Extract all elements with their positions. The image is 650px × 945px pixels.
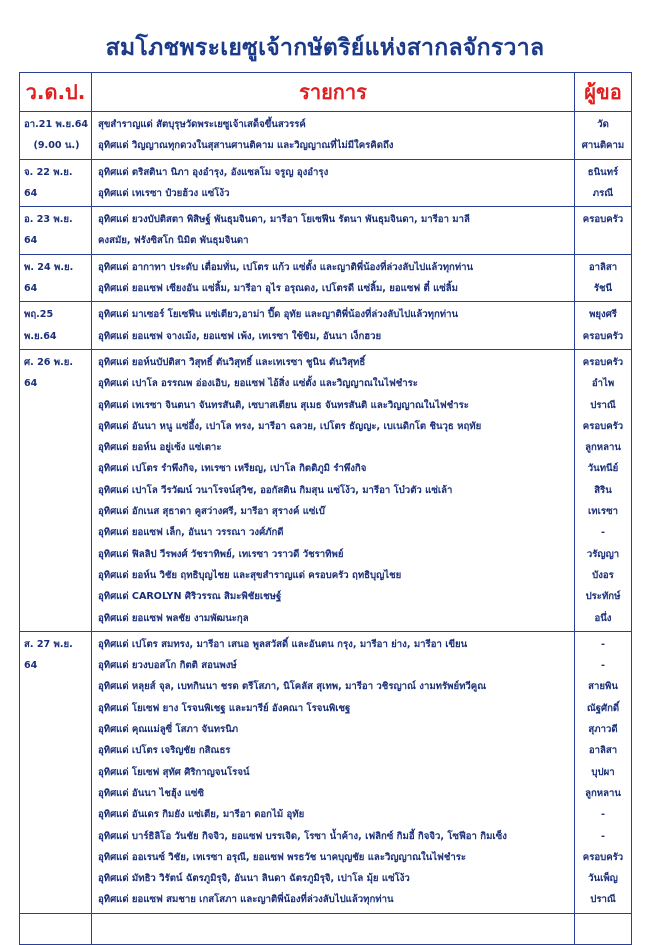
intention-line: อุทิศแด่ ยอห์นบัปติสา วิสุทธิ์ ตันวิสุทธิ์ และเทเรซา ชูนิน ตันวิสุทธิ์ bbox=[98, 356, 366, 368]
empty-cell bbox=[20, 913, 92, 944]
requester-name: - bbox=[601, 809, 605, 821]
empty-cell bbox=[575, 913, 632, 944]
page-title: สมโภชพระเยซูเจ้ากษัตริย์แห่งสากลจักรวาล bbox=[105, 35, 545, 61]
requester-cell bbox=[575, 254, 632, 302]
requester-name: อาลิสา bbox=[588, 261, 618, 273]
intention-line: อุทิศแด่ อากาทา ประดับ เตื่อมทั่น, เปโตร แก้ว แซ่ตั้ง และญาติพี่น้องที่ล่วงลับไปแล้วทุกท่าน bbox=[98, 261, 474, 273]
intention-line: อุทิศแด่ มาเซอร์ โยเซฟีน แซ่เตียว,อาม่า ปี๊ด อุทัย และญาติพี่น้องที่ล่วงลับไปแล้วทุกท่าน bbox=[98, 309, 459, 321]
table-row bbox=[20, 254, 632, 302]
date-text: อ. 23 พ.ย. 64 bbox=[24, 214, 73, 247]
intention-line: อุทิศแด่ ยอห์น วิชัย ฤทธิบุญไชย และสุขสำราญแด่ ครอบครัว ฤทธิบุญไชย bbox=[98, 569, 402, 581]
requester-cell bbox=[575, 159, 632, 207]
intention-line: อุทิศแด่ ยอแซฟ เล็ก, อันนา วรรณา วงศ์ภักดี bbox=[98, 527, 284, 539]
empty-row bbox=[20, 913, 632, 944]
intention-line: อุทิศแด่ ยอแซฟ สมชาย เกสโสภา และญาติพี่น้องที่ล่วงลับไปแล้วทุกท่าน bbox=[98, 894, 394, 906]
date-cell bbox=[20, 159, 92, 207]
intention-line: อุทิศแด่ ออเรนซ์ วิชัย, เทเรซา อรุณี, ยอแซฟ พรธวัช นาคบุญชัย และวิญญาณในไฟชำระ bbox=[98, 851, 467, 863]
date-text: ส. 27 พ.ย. 64 bbox=[24, 638, 73, 672]
date-cell bbox=[20, 112, 92, 160]
intention-line: อุทิศแด่ ฟิลลิป วีรพงศ์ วัชราทิพย์, เทเรซา วราวดี วัชราทิพย์ bbox=[98, 548, 344, 560]
intention-line: อุทิศแด่ อันเดร กิมยัง แซ่เตีย, มารีอา ดอกไม้ อุทัย bbox=[98, 809, 305, 821]
intention-line: อุทิศแด่ วิญญาณทุกดวงในสุสานศานติคาม และวิญญาณที่ไม่มีใครคิดถึง bbox=[98, 140, 394, 152]
intention-line: อุทิศแด่ เทเรซา จินตนา จันทรสันติ, เซบาสเตียน สุเมธ จันทรสันติ และวิญญาณในไฟชำระ bbox=[98, 399, 469, 411]
table-row bbox=[20, 302, 632, 350]
intention-line: อุทิศแด่ อันนา ไชฮุ้ง แซ่ซิ bbox=[98, 787, 204, 799]
date-text: ศ. 26 พ.ย. 64 bbox=[24, 356, 73, 390]
intention-cell bbox=[92, 159, 575, 207]
date-cell bbox=[20, 207, 92, 255]
intention-line: อุทิศแด่ เทเรซา ป๋วยฮ้วง แซ่โง้ว bbox=[98, 187, 230, 199]
intention-cell bbox=[92, 112, 575, 160]
requester-name: ภรณี bbox=[592, 187, 614, 199]
intention-line: อุทิศแด่ เปโตร สมทรง, มารีอา เสนอ พูลสวัสดิ์ และอันตน กรุง, มารีอา ย่าง, มารีอา เขียน bbox=[98, 638, 468, 650]
intention-cell bbox=[92, 207, 575, 255]
intention-line: อุทิศแด่ ยอแซฟ พลชัย งามพัฒนะกุล bbox=[98, 612, 249, 624]
date-cell bbox=[20, 302, 92, 350]
requester-name: ลูกหลาน bbox=[585, 442, 621, 454]
requester-name: - bbox=[601, 660, 605, 672]
items-column-header: รายการ bbox=[92, 73, 575, 112]
requester-name: วันเพ็ญ bbox=[588, 873, 618, 885]
requester-name: - bbox=[601, 830, 605, 842]
intention-line: อุทิศแด่ บาร์ธิลิโอ วันชัย กิจจิว, ยอแซฟ บรรเจิด, โรซา น้ำค้าง, เฟลิกซ์ กิมอี้ กิจจิว, โซฟีอา กิมเซ็ง bbox=[98, 830, 507, 842]
intention-line: สุขสำราญแด่ สัตบุรุษวัดพระเยซูเจ้าเสด็จขึ้นสวรรค์ bbox=[98, 119, 306, 130]
requester-name: วรัญญา bbox=[586, 548, 620, 560]
date-cell bbox=[20, 631, 92, 913]
intention-line: อุทิศแด่ โยเซฟ สุทัศ ศิริกาญจนโรจน์ bbox=[98, 766, 250, 778]
requester-name: ครอบครัว bbox=[582, 330, 624, 342]
requester-name: อำไพ bbox=[591, 378, 615, 390]
intention-line: อุทิศแด่ เปาโล อรรณพ อ่องเอิบ, ยอแซฟ ไอ้สิ่ง แซ่ตั้ง และวิญญาณในไฟชำระ bbox=[98, 378, 418, 390]
date-cell bbox=[20, 349, 92, 631]
date-text: พ. 24 พ.ย. 64 bbox=[24, 261, 74, 295]
table-row bbox=[20, 207, 632, 255]
requester-name: ธนินทร์ bbox=[587, 166, 619, 178]
requester-name: สุภาวดี bbox=[588, 724, 618, 736]
requester-name: ณัฐศักดิ์ bbox=[586, 702, 620, 714]
table-row bbox=[20, 112, 632, 160]
requester-name: วันทนีย์ bbox=[587, 463, 619, 475]
intention-line: อุทิศแด่ อักเนส สุธาดา คูสว่างศรี, มารีอา สุรางค์ แซ่เบ๊ bbox=[98, 506, 325, 518]
intention-line: อุทิศแด่ ตริสตินา นิภา อุงอำรุง, อังแซลโม จรูญ อุงอำรุง bbox=[98, 166, 329, 178]
intention-line: อุทิศแด่ มัทธิว วิรัตน์ ฉัตรภูมิรุจิ, อันนา ลินดา ฉัตรภูมิรุจิ, เปาโล มุ้ย แซ่โง้ว bbox=[98, 873, 410, 885]
requester-name: ปราณี bbox=[590, 894, 616, 906]
requester-name: เทเรซา bbox=[588, 506, 618, 518]
requester-name: ครอบครัว bbox=[582, 214, 624, 226]
requester-name: ปราณี bbox=[590, 399, 616, 411]
table-row bbox=[20, 159, 632, 207]
intention-line: อุทิศแด่ ยอห์น อยู่เซ้ง แซ่เตาะ bbox=[98, 442, 222, 454]
table-row bbox=[20, 349, 632, 631]
intention-line: อุทิศแด่ โยเซฟ ยาง โรจนพิเชฐ และมารีย์ อังคณา โรจนพิเชฐ bbox=[98, 702, 351, 714]
intention-line: อุทิศแด่ ยวงบอสโก กิตติ สอนพงษ์ bbox=[98, 660, 237, 672]
requester-name: สายพิน bbox=[588, 681, 618, 693]
intention-line: อุทิศแด่ CAROLYN ศิริวรรณ สิมะพิชัยเชษฐ์ bbox=[98, 591, 282, 603]
intention-line: อุทิศแด่ ยอแซฟ จางเม้ง, ยอแซฟ เพ้ง, เทเรซา ใช้ขิม, อันนา เง็กฮวย bbox=[98, 330, 382, 342]
empty-cell bbox=[92, 913, 575, 944]
requester-name: อนึ่ง bbox=[594, 612, 612, 624]
requester-name: ประทักษ์ bbox=[585, 591, 621, 603]
requester-name: วัด bbox=[597, 119, 609, 130]
header-row bbox=[20, 73, 632, 112]
date-cell bbox=[20, 254, 92, 302]
intention-cell bbox=[92, 349, 575, 631]
requester-cell bbox=[575, 302, 632, 350]
requester-name: ครอบครัว bbox=[582, 356, 624, 368]
intention-cell bbox=[92, 254, 575, 302]
intention-line: คงสมัย, ฟรังซิสโก นิมิต พันธุมจินดา bbox=[98, 235, 249, 247]
requester-name: ศานติคาม bbox=[581, 140, 625, 152]
intention-line: อุทิศแด่ เปโตร รำพึงกิจ, เทเรซา เหรียญ, เปาโล กิตติภูมิ รำพึงกิจ bbox=[98, 463, 367, 475]
intention-line: อุทิศแด่ หลุยส์ จุล, เบทกินนา ชรด ตรีโสภา, นิโคลัส สุเทพ, มารีอา วชิรญาณ์ งามทรัพย์ทวีคูณ bbox=[98, 681, 487, 693]
intention-line: อุทิศแด่ เปโตร เจริญชัย กสิณธร bbox=[98, 745, 231, 757]
requester-name: พยุงศรี bbox=[589, 309, 617, 321]
requester-cell bbox=[575, 349, 632, 631]
date-text: จ. 22 พ.ย. 64 bbox=[24, 166, 73, 199]
mass-intention-table bbox=[19, 72, 632, 945]
intention-line: อุทิศแด่ เปาโล วีรวัฒน์ วนาโรจน์สุวิช, ออกัสติน กิมสุน แซ่โง้ว, มารีอา โบ๋วตัว แซ่เล้า bbox=[98, 484, 453, 496]
requester-name: ครอบครัว bbox=[582, 851, 624, 863]
requester-name: อาลิสา bbox=[588, 745, 618, 757]
requester-name: ลูกหลาน bbox=[585, 787, 621, 799]
requester-name: ครอบครัว bbox=[582, 420, 624, 432]
intention-line: อุทิศแด่ ยวงบัปติสตา พิสิษฐ์ พันธุมจินดา, มารีอา โยเซฟีน รัตนา พันธุมจินดา, มารีอา มาลี bbox=[98, 214, 470, 226]
requester-name: - bbox=[601, 527, 605, 539]
intention-cell bbox=[92, 631, 575, 913]
intention-cell bbox=[92, 302, 575, 350]
requester-name: บุปผา bbox=[591, 766, 615, 778]
intention-line: อุทิศแด่ ยอแซฟ เซียงอัน แซ่ลิ้ม, มารีอา อุไร อรุณดง, เปโตรดี แซ่ลิ้ม, ยอแซฟ ตี๋ แซ่ลิ้ม bbox=[98, 283, 458, 295]
requester-name: - bbox=[601, 638, 605, 650]
requester-cell bbox=[575, 112, 632, 160]
table-row bbox=[20, 631, 632, 913]
date-column-header: ว.ด.ป. bbox=[20, 73, 92, 112]
date-text: พฤ.25 พ.ย.64 bbox=[24, 309, 57, 342]
requester-cell bbox=[575, 207, 632, 255]
requester-column-header: ผู้ขอ bbox=[575, 73, 632, 112]
requester-name: บังอร bbox=[592, 569, 614, 581]
date-text: อา.21 พ.ย.64 bbox=[24, 119, 89, 130]
intention-line: อุทิศแด่ คุณแม่ลูซี่ โสภา จันทรนิภ bbox=[98, 724, 239, 736]
requester-name: รัชนี bbox=[593, 283, 613, 295]
requester-cell bbox=[575, 631, 632, 913]
intention-line: อุทิศแด่ อันนา หนู แซ่อึ้ง, เปาโล ทรง, มารีอา ฉลวย, เปโตร ธัญญะ, เบเนดิกโต ชินวุธ หฤทัย bbox=[98, 420, 482, 432]
date-text: (9.00 น.) bbox=[33, 140, 80, 152]
requester-name: สิริน bbox=[594, 484, 612, 496]
table-body bbox=[20, 112, 632, 945]
